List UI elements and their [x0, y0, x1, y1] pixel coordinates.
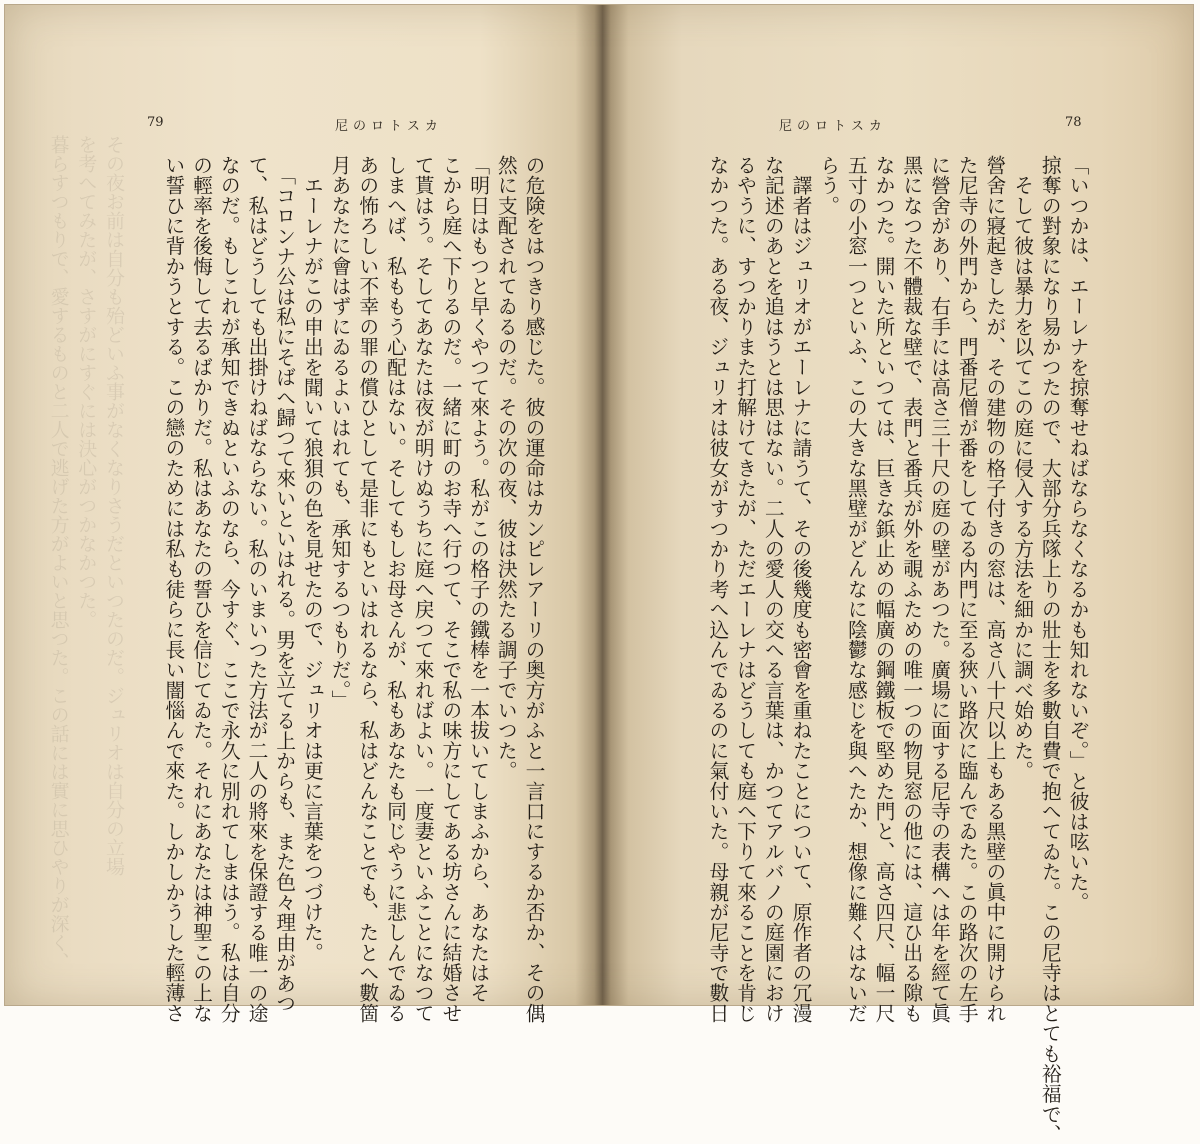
running-head: 尼のロトスカ — [335, 119, 443, 134]
running-head: 尼のロトスカ — [779, 119, 887, 134]
left-page — [5, 5, 599, 1024]
body-text: 「いつかは、エーレナを掠奪せねばならなくなるかも知れないぞ。」と彼は呟いた。 掠奪の對象になり易かつたので、大部分兵隊上りの壯士を多數自費で抱へてゐた。この尼寺はとても裕福で、 そして彼は暴力を以てこの庭に侵入する方法を細かに調べ始めた。 營舍に寢起きしたが、その建物の格子付きの窓は、高さ八十尺以上もある黑壁の眞中に開けられ た尼寺の外門から、門番尼僧が番をしてゐる内門に至る狹い路次に臨んでゐた。この路次の左手 に營舍があり、右手には高さ三十尺の庭の壁があつた。廣場に面する尼寺の表構へは年を經て眞 黑になつた不體裁な壁で、表門と番兵が外を覗ふための唯一つの物見窓の他には、這ひ出る隙も なかつた。開いた所といつては、巨きな鋲止めの幅廣の鋼鐵板で堅めた門と、高さ四尺、幅一尺 五寸の小窓一つといふ、この大きな黑壁がどんなに陰鬱な感じを與へたか、想像に難くはないだ らう。 譯者はジュリオがエーレナに請うて、その後幾度も密會を重ねたことについて、原作者の冗漫 な記述のあとを追はうとは思はない。二人の愛人の交へる言葉は、かつてアルバノの庭園におけ るやうに、すつかりまた打解けてきたが、ただエーレナはどうしても庭へ下りて來ることを肯じ なかつた。ある夜、ジュリオは彼女がすつかり考へ込んでゐるのに氣付いた。母親が尼寺で數日 — [704, 155, 1087, 1144]
page-number: 79 — [147, 115, 164, 130]
open-book — [4, 4, 1194, 1144]
body-text: の危険をはつきり感じた。彼の運命はカンピレアーリの奥方がふと一言口にするか否か、その偶 然に支配されてゐるのだ。その次の夜、彼は決然たる調子でいつた。 「明日はもつと早くやつて來よう。私がこの格子の鐵棒を一本拔いてしまふから、あなたはそ こから庭へ下りるのだ。一緒に町のお寺へ行つて、そこで私の味方にしてある坊さんに結婚させ て貰はう。そしてあなたは夜が明けぬうちに庭へ戻つて來ればよい。一度妻といふことになつて しまへば、私ももう心配はない。そしてもしお母さんが、私もあなたも同じやうに悲しんでゐる あの怖ろしい不幸の罪の償ひとして是非にもといはれるなら、私はどんなことでも、たとへ數箇 月あなたに會はずにゐるよいはれても、承知するつもりだ。」 エーレナがこの申出を聞いて狼狽の色を見せたので、ジュリオは更に言葉をつづけた。 「コロンナ公は私にそばへ歸つて來いといはれる。男を立てる上からも、また色々理由があつ て、私はどうしても出掛けねばならない。私のいまいつた方法が二人の將來を保證する唯一の途 なのだ。もしこれが承知できぬといふのなら、今すぐ、ここで永久に別れてしまはう。私は自分 の輕率を後悔して去るばかりだ。私はあなたの誓ひを信じてゐた。それにあなたは神聖この上な い誓ひに背かうとする。この戀のためには私も徒らに長い闇惱んで來た。しかしかうした輕薄さ — [160, 155, 543, 1024]
bleed-through-text: その夜お前は自分も殆どいふ事がなくなりさうだといつたのだ。ジュリオは自分の立場 を考へてみたが、さすがにすぐには決心がつかなかつた。 暮らすつもりで、愛するものと二人で逃げた方がよいと思つた。この話には實に思ひやりが深く、 — [46, 135, 124, 971]
right-page — [599, 5, 1193, 1144]
page-number: 78 — [1065, 115, 1082, 130]
